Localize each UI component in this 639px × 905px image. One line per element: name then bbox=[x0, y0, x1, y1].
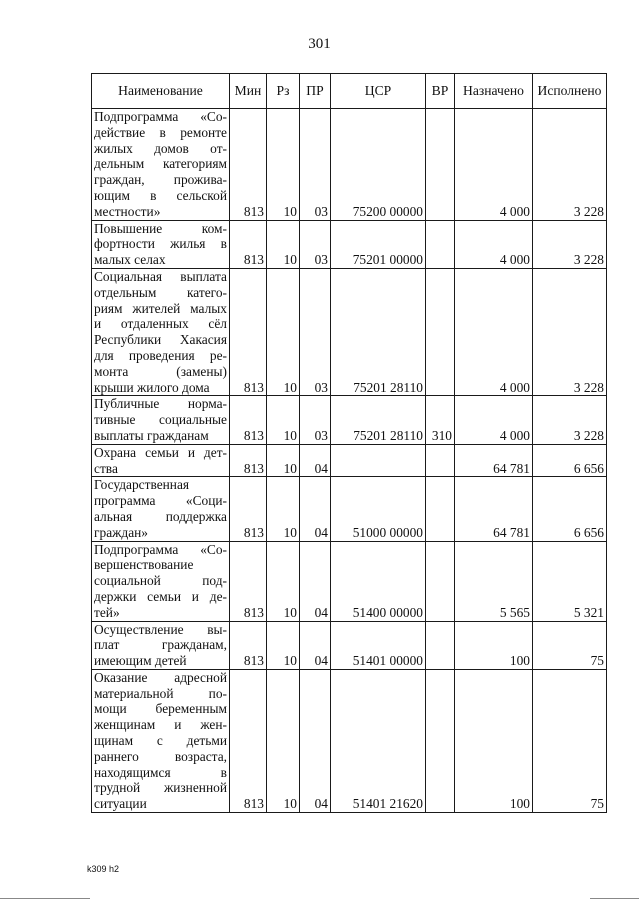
header-csr: ЦСР bbox=[331, 74, 426, 109]
cell-rz: 10 bbox=[267, 109, 300, 221]
cell-executed: 3 228 bbox=[533, 220, 607, 268]
cell-vr bbox=[426, 268, 455, 395]
row-name bbox=[92, 109, 230, 221]
cell-vr bbox=[426, 220, 455, 268]
cell-assigned: 4 000 bbox=[455, 109, 533, 221]
cell-min: 813 bbox=[230, 621, 267, 669]
row-name-line: трудной жизненной bbox=[94, 780, 227, 796]
cell-assigned: 64 781 bbox=[455, 444, 533, 477]
cell-vr bbox=[426, 541, 455, 621]
row-name bbox=[92, 669, 230, 812]
row-name-line: крыши жилого дома bbox=[94, 379, 210, 395]
page-number: 301 bbox=[308, 36, 331, 52]
row-name-line: Осуществление вы- bbox=[94, 621, 227, 637]
cell-vr: 310 bbox=[426, 396, 455, 444]
row-name-line: мощи беременным bbox=[94, 701, 227, 717]
cell-min: 813 bbox=[230, 669, 267, 812]
footer-code: k309 h2 bbox=[87, 864, 120, 874]
row-name-line: Оказание адресной bbox=[94, 669, 227, 685]
cell-min: 813 bbox=[230, 268, 267, 395]
cell-pr: 04 bbox=[300, 541, 331, 621]
row-name-line: выплаты гражданам bbox=[94, 427, 209, 443]
table-row bbox=[92, 268, 607, 395]
cell-rz: 10 bbox=[267, 444, 300, 477]
table-header-row bbox=[92, 74, 607, 109]
cell-rz: 10 bbox=[267, 477, 300, 541]
table-row bbox=[92, 621, 607, 669]
row-name-line: Охрана семьи и дет- bbox=[94, 444, 227, 460]
row-name-line: ства bbox=[94, 460, 118, 476]
cell-executed: 3 228 bbox=[533, 396, 607, 444]
cell-vr bbox=[426, 477, 455, 541]
row-name-line: Республики Хакасия bbox=[94, 332, 227, 348]
row-name-line: граждан» bbox=[94, 524, 149, 540]
row-name-line: материальной по- bbox=[94, 685, 227, 701]
cell-rz: 10 bbox=[267, 621, 300, 669]
cell-pr: 04 bbox=[300, 444, 331, 477]
header-name: Наименование bbox=[92, 74, 230, 109]
row-name bbox=[92, 621, 230, 669]
footer-rule bbox=[0, 898, 90, 899]
cell-executed: 75 bbox=[533, 621, 607, 669]
row-name-line: Подпрограмма «Со- bbox=[94, 109, 227, 124]
table-row bbox=[92, 669, 607, 812]
row-name-line: женщинам и жен- bbox=[94, 717, 227, 733]
cell-min: 813 bbox=[230, 444, 267, 477]
table-body bbox=[92, 109, 607, 813]
cell-pr: 03 bbox=[300, 109, 331, 221]
cell-assigned: 4 000 bbox=[455, 220, 533, 268]
row-name-line: действие в ремонте bbox=[94, 124, 227, 140]
row-name-line: альная поддержка bbox=[94, 508, 227, 524]
row-name-line: дельным категориям bbox=[94, 156, 227, 172]
row-name bbox=[92, 477, 230, 541]
row-name-line: граждан, прожива- bbox=[94, 172, 227, 188]
cell-csr: 51400 00000 bbox=[331, 541, 426, 621]
cell-rz: 10 bbox=[267, 220, 300, 268]
header-executed: Исполнено bbox=[533, 74, 607, 109]
row-name-line: Подпрограмма «Со- bbox=[94, 541, 227, 557]
row-name-line: щинам с детьми bbox=[94, 733, 227, 749]
cell-executed: 5 321 bbox=[533, 541, 607, 621]
cell-vr bbox=[426, 669, 455, 812]
cell-assigned: 100 bbox=[455, 621, 533, 669]
row-name bbox=[92, 541, 230, 621]
cell-rz: 10 bbox=[267, 669, 300, 812]
cell-min: 813 bbox=[230, 541, 267, 621]
cell-min: 813 bbox=[230, 109, 267, 221]
row-name-line: отдельным катего- bbox=[94, 284, 227, 300]
cell-csr: 51000 00000 bbox=[331, 477, 426, 541]
cell-csr: 75201 28110 bbox=[331, 268, 426, 395]
row-name bbox=[92, 444, 230, 477]
cell-executed: 6 656 bbox=[533, 477, 607, 541]
table-row bbox=[92, 109, 607, 221]
row-name-line: риям жителей малых bbox=[94, 300, 227, 316]
cell-executed: 75 bbox=[533, 669, 607, 812]
cell-pr: 04 bbox=[300, 621, 331, 669]
cell-assigned: 5 565 bbox=[455, 541, 533, 621]
row-name-line: Государственная bbox=[94, 477, 190, 493]
cell-pr: 04 bbox=[300, 477, 331, 541]
row-name-line: находящимся в bbox=[94, 764, 227, 780]
row-name-line: жилых домов от- bbox=[94, 140, 227, 156]
budget-table bbox=[91, 73, 607, 813]
cell-assigned: 64 781 bbox=[455, 477, 533, 541]
cell-executed: 3 228 bbox=[533, 109, 607, 221]
row-name-line: социальной под- bbox=[94, 573, 227, 589]
row-name-line: тивные социальные bbox=[94, 412, 227, 428]
cell-pr: 04 bbox=[300, 669, 331, 812]
row-name bbox=[92, 268, 230, 395]
row-name bbox=[92, 220, 230, 268]
header-min: Мин bbox=[230, 74, 267, 109]
row-name-line: Публичные норма- bbox=[94, 396, 227, 412]
cell-assigned: 4 000 bbox=[455, 396, 533, 444]
cell-vr bbox=[426, 444, 455, 477]
row-name-line: ситуации bbox=[94, 796, 147, 812]
cell-csr bbox=[331, 444, 426, 477]
header-pr: ПР bbox=[300, 74, 331, 109]
cell-executed: 3 228 bbox=[533, 268, 607, 395]
footer-rule-right bbox=[590, 898, 639, 899]
cell-rz: 10 bbox=[267, 541, 300, 621]
cell-min: 813 bbox=[230, 220, 267, 268]
cell-csr: 75201 28110 bbox=[331, 396, 426, 444]
cell-vr bbox=[426, 621, 455, 669]
row-name-line: местности» bbox=[94, 203, 161, 219]
cell-csr: 75200 00000 bbox=[331, 109, 426, 221]
cell-pr: 03 bbox=[300, 220, 331, 268]
row-name-line: для проведения ре- bbox=[94, 347, 227, 363]
row-name-line: вершенствование bbox=[94, 557, 194, 573]
cell-executed: 6 656 bbox=[533, 444, 607, 477]
row-name-line: ющим в сельской bbox=[94, 187, 227, 203]
table-row bbox=[92, 220, 607, 268]
row-name bbox=[92, 396, 230, 444]
cell-rz: 10 bbox=[267, 268, 300, 395]
row-name-line: монта (замены) bbox=[94, 363, 227, 379]
row-name-line: малых селах bbox=[94, 252, 166, 268]
row-name-line: Повышение ком- bbox=[94, 220, 227, 236]
cell-pr: 03 bbox=[300, 396, 331, 444]
cell-assigned: 4 000 bbox=[455, 268, 533, 395]
cell-min: 813 bbox=[230, 396, 267, 444]
cell-csr: 51401 21620 bbox=[331, 669, 426, 812]
cell-pr: 03 bbox=[300, 268, 331, 395]
cell-min: 813 bbox=[230, 477, 267, 541]
row-name-line: имеющим детей bbox=[94, 653, 187, 669]
cell-rz: 10 bbox=[267, 396, 300, 444]
cell-csr: 51401 00000 bbox=[331, 621, 426, 669]
table-row bbox=[92, 444, 607, 477]
cell-assigned: 100 bbox=[455, 669, 533, 812]
cell-csr: 75201 00000 bbox=[331, 220, 426, 268]
row-name-line: и отдаленных сёл bbox=[94, 316, 227, 332]
header-assigned: Назначено bbox=[455, 74, 533, 109]
row-name-line: плат гражданам, bbox=[94, 637, 227, 653]
row-name-line: Социальная выплата bbox=[94, 268, 227, 284]
row-name-line: программа «Соци- bbox=[94, 493, 227, 509]
table-row bbox=[92, 541, 607, 621]
header-vr: ВР bbox=[426, 74, 455, 109]
table-row bbox=[92, 396, 607, 444]
header-rz: Рз bbox=[267, 74, 300, 109]
row-name-line: фортности жилья в bbox=[94, 236, 227, 252]
row-name-line: держки семьи и де- bbox=[94, 588, 227, 604]
table-row bbox=[92, 477, 607, 541]
row-name-line: тей» bbox=[94, 604, 120, 620]
row-name-line: раннего возраста, bbox=[94, 748, 227, 764]
cell-vr bbox=[426, 109, 455, 221]
